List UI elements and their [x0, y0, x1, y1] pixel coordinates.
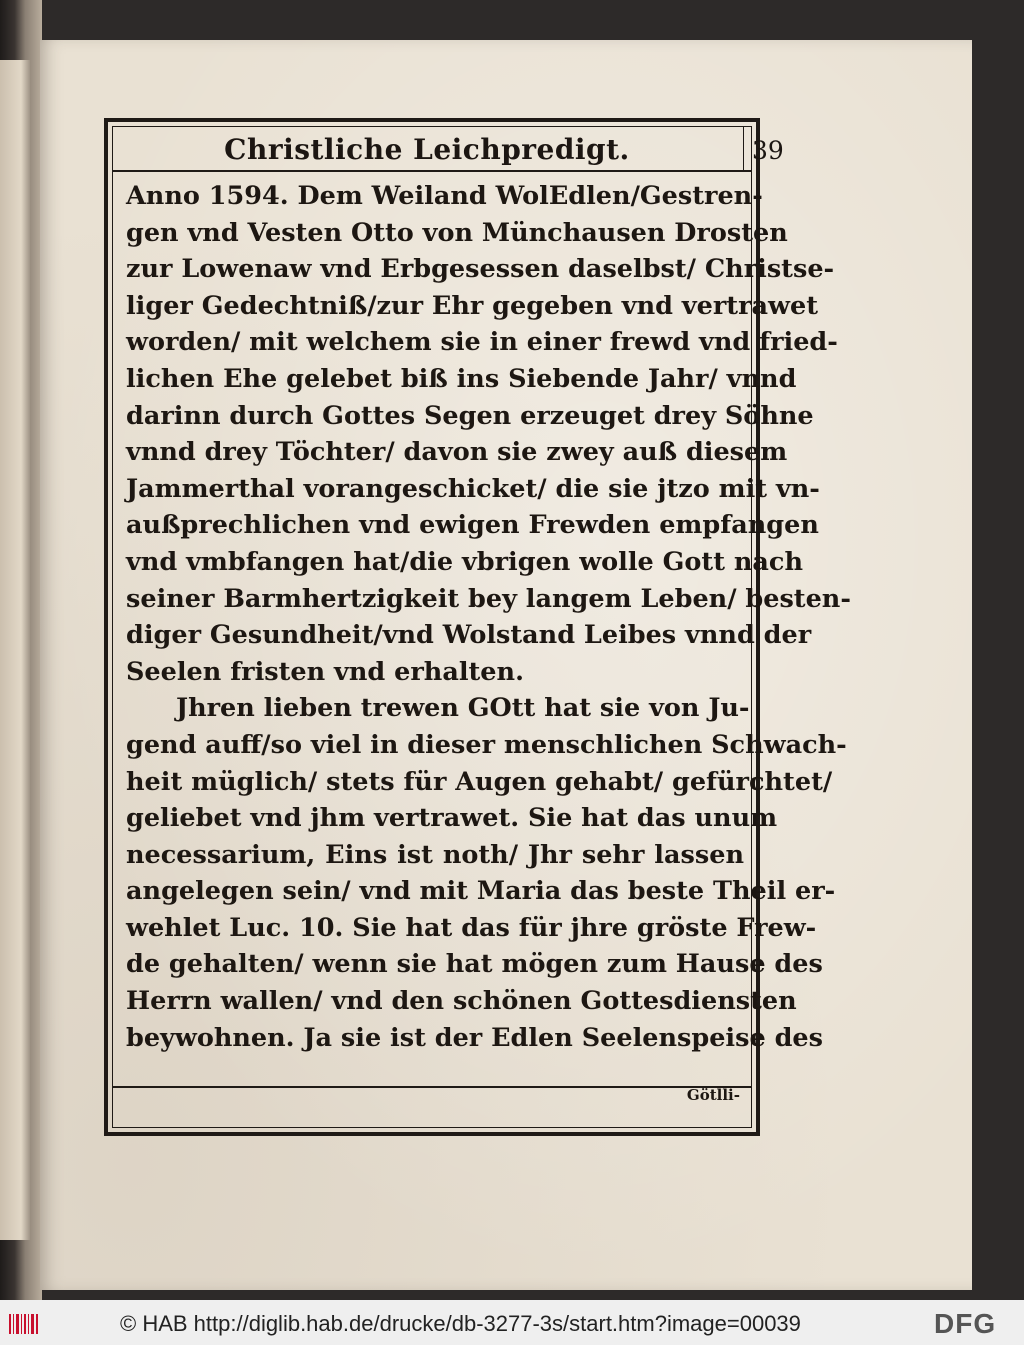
header-rule — [112, 170, 752, 172]
text-line: wehlet Luc. 10. Sie hat das für jhre gröste Frew- — [126, 912, 817, 943]
text-line: darinn durch Gottes Segen erzeuget drey Söhne — [126, 400, 814, 431]
page-number-divider — [743, 126, 744, 170]
text-line: Jhren lieben trewen GOtt hat sie von Ju- — [176, 693, 750, 724]
text-line: Jammerthal vorangeschicket/ die sie jtzo mit vn- — [126, 473, 820, 504]
text-line: gen vnd Vesten Otto von Münchausen Drosten — [126, 217, 788, 248]
text-line: zur Lowenaw vnd Erbgesessen daselbst/ Christse- — [126, 254, 835, 285]
text-line: vnd vmbfangen hat/die vbrigen wolle Gott nach — [126, 546, 803, 577]
running-head: Christliche Leichpredigt. — [224, 133, 630, 166]
text-line: Seelen fristen vnd erhalten. — [126, 656, 524, 687]
catchword: Götlli- — [686, 1086, 740, 1104]
text-line: heit müglich/ stets für Augen gehabt/ gefürchtet/ — [126, 766, 833, 797]
text-line: diger Gesundheit/vnd Wolstand Leibes vnnd der — [126, 620, 812, 651]
text-line: außprechlichen vnd ewigen Frewden empfangen — [126, 510, 819, 541]
text-line: gend auff/so viel in dieser menschlichen Schwach- — [126, 729, 847, 760]
text-line: geliebet vnd jhm vertrawet. Sie hat das unum — [126, 803, 778, 834]
text-line: lichen Ehe gelebet biß ins Siebende Jahr/ vnnd — [126, 363, 797, 394]
text-line: worden/ mit welchem sie in einer frewd vnd fried- — [126, 327, 838, 358]
text-line: beywohnen. Ja sie ist der Edlen Seelenspeise des — [126, 1022, 823, 1053]
text-line: Anno 1594. Dem Weiland WolEdlen/Gestren- — [126, 181, 763, 211]
body-text — [126, 178, 851, 1056]
previous-page-edge — [0, 60, 30, 1240]
text-line: vnnd drey Töchter/ davon sie zwey auß diesem — [126, 437, 788, 468]
copyright-link[interactable]: © HAB http://diglib.hab.de/drucke/db-3277-3s/start.htm?image=00039 — [120, 1311, 801, 1336]
text-line: angelegen sein/ vnd mit Maria das beste Theil er- — [126, 876, 836, 907]
dfg-logo: DFG — [934, 1308, 997, 1339]
page-number: 39 — [752, 136, 784, 165]
text-line: seiner Barmhertzigkeit bey langem Leben/ besten- — [126, 583, 851, 614]
text-line: de gehalten/ wenn sie hat mögen zum Hause des — [126, 949, 823, 980]
text-line: Herrn wallen/ vnd den schönen Gottesdiensten — [126, 986, 797, 1017]
barcode-icon — [8, 1312, 40, 1336]
text-line: necessarium, Eins ist noth/ Jhr sehr lassen — [126, 839, 744, 870]
text-line: liger Gedechtniß/zur Ehr gegeben vnd vertrawet — [126, 290, 818, 321]
